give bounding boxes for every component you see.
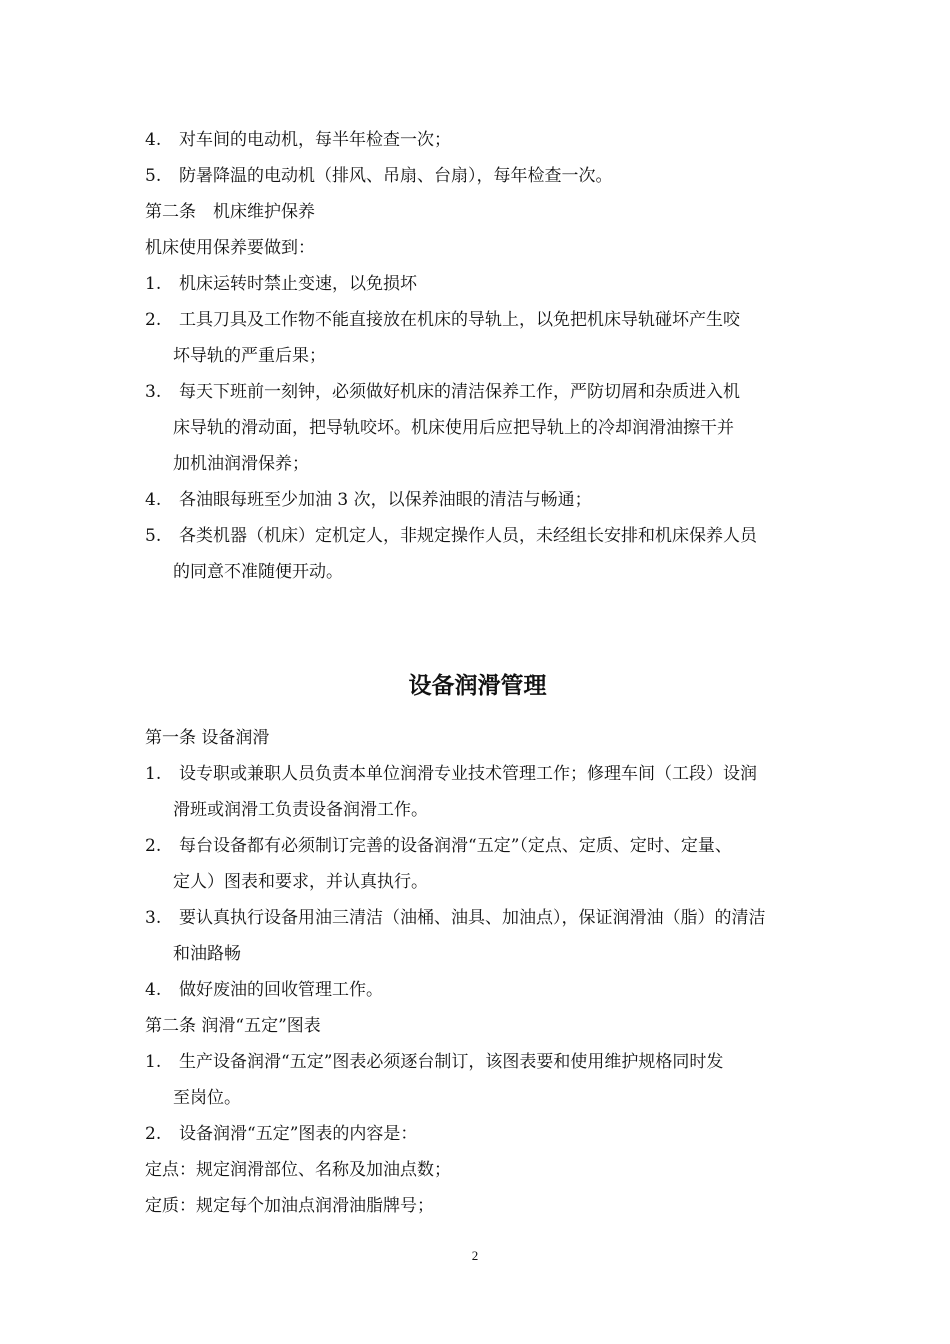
item-continuation: 的同意不准随便开动。 xyxy=(173,562,343,582)
item-continuation: 床导轨的滑动面，把导轨咬坏。机床使用后应把导轨上的冷却润滑油擦干并 xyxy=(173,418,734,438)
list-item xyxy=(145,1116,810,1152)
list-item xyxy=(145,828,810,864)
item-text: 各类机器（机床）定机定人，非规定操作人员，未经组长安排和机床保养人员 xyxy=(179,526,757,546)
item-number: 2. xyxy=(145,836,162,856)
section-title: 设备润滑管理 xyxy=(408,673,547,699)
article-heading: 第一条 设备润滑 xyxy=(145,728,270,748)
item-text: 做好废油的回收管理工作。 xyxy=(179,980,383,1000)
item-continuation: 至岗位。 xyxy=(173,1088,241,1108)
item-text: 设备润滑“五定”图表的内容是： xyxy=(179,1124,418,1144)
list-item xyxy=(145,756,810,792)
list-item xyxy=(145,122,810,158)
list-item xyxy=(145,1044,810,1080)
item-number: 4. xyxy=(145,490,162,510)
item-text: 每天下班前一刻钟，必须做好机床的清洁保养工作，严防切屑和杂质进入机 xyxy=(179,382,740,402)
item-text: 对车间的电动机，每半年检查一次； xyxy=(179,130,451,150)
item-continuation: 坏导轨的严重后果； xyxy=(173,346,326,366)
list-item xyxy=(145,266,810,302)
page-number: 2 xyxy=(471,1248,479,1263)
item-number: 4. xyxy=(145,130,162,150)
item-text: 各油眼每班至少加油 3 次，以保养油眼的清洁与畅通； xyxy=(179,490,592,510)
list-item xyxy=(145,972,810,1008)
document-page xyxy=(145,122,810,1224)
item-number: 1. xyxy=(145,764,162,784)
item-text: 工具刀具及工作物不能直接放在机床的导轨上，以免把机床导轨碰坏产生咬 xyxy=(179,310,740,330)
item-number: 3. xyxy=(145,382,162,402)
item-number: 4. xyxy=(145,980,162,1000)
item-number: 1. xyxy=(145,274,162,294)
list-item xyxy=(145,482,810,518)
list-item xyxy=(145,158,810,194)
item-text: 机床运转时禁止变速，以免损坏 xyxy=(179,274,417,294)
item-continuation: 加机油润滑保养； xyxy=(173,454,309,474)
item-number: 3. xyxy=(145,908,162,928)
item-text: 要认真执行设备用油三清洁（油桶、油具、加油点），保证润滑油（脂）的清洁 xyxy=(179,908,766,928)
item-text: 每台设备都有必须制订完善的设备润滑“五定”（定点、定质、定时、定量、 xyxy=(179,836,732,856)
list-item xyxy=(145,302,810,338)
list-item xyxy=(145,518,810,554)
item-continuation: 定人）图表和要求，并认真执行。 xyxy=(173,872,428,892)
item-number: 2. xyxy=(145,310,162,330)
item-text: 设专职或兼职人员负责本单位润滑专业技术管理工作；修理车间（工段）设润 xyxy=(179,764,757,784)
item-continuation: 滑班或润滑工负责设备润滑工作。 xyxy=(173,800,428,820)
item-number: 5. xyxy=(145,166,162,186)
item-number: 1. xyxy=(145,1052,162,1072)
section-spacer xyxy=(145,590,810,662)
list-item xyxy=(145,374,810,410)
item-number: 5. xyxy=(145,526,162,546)
article-heading: 第二条 机床维护保养 xyxy=(145,202,315,222)
item-continuation: 和油路畅 xyxy=(173,944,241,964)
item-text: 生产设备润滑“五定”图表必须逐台制订，该图表要和使用维护规格同时发 xyxy=(179,1052,724,1072)
intro-text: 机床使用保养要做到： xyxy=(145,238,315,258)
list-item xyxy=(145,900,810,936)
definition-line: 定点：规定润滑部位、名称及加油点数； xyxy=(145,1160,451,1180)
item-text: 防暑降温的电动机（排风、吊扇、台扇），每年检查一次。 xyxy=(179,166,613,186)
item-number: 2. xyxy=(145,1124,162,1144)
definition-line: 定质：规定每个加油点润滑油脂牌号； xyxy=(145,1196,434,1216)
article-heading: 第二条 润滑“五定”图表 xyxy=(145,1016,321,1036)
